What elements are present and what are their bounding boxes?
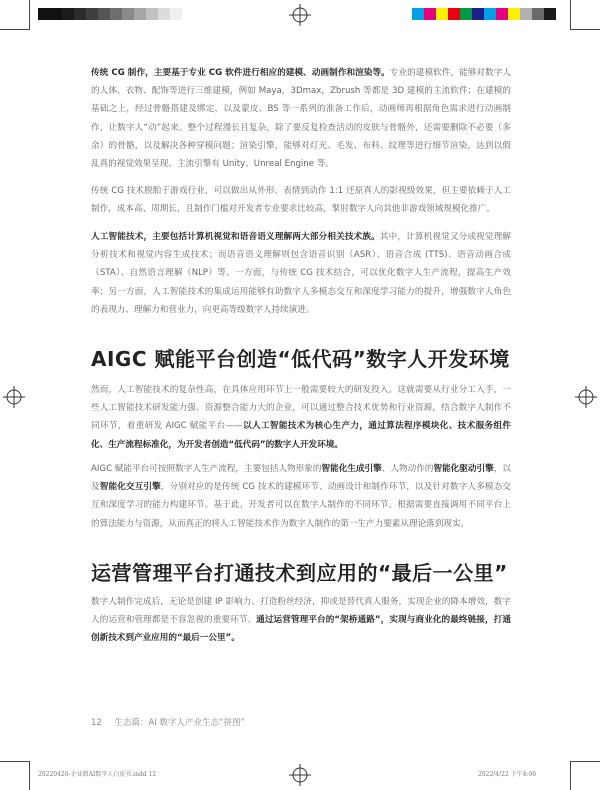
color-bar-left bbox=[38, 8, 182, 20]
crop-mark bbox=[29, 0, 30, 30]
color-swatch bbox=[496, 8, 508, 20]
color-swatch bbox=[170, 8, 182, 20]
paragraph-cg-production bbox=[91, 64, 511, 173]
color-bar-right bbox=[412, 8, 556, 20]
bold-text: 传统 CG 制作，主要基于专业 CG 软件进行相应的建模、动画制作和渲染等。 bbox=[91, 68, 390, 78]
color-swatch bbox=[62, 8, 74, 20]
bold-text: 智能化生成引擎 bbox=[321, 464, 382, 474]
body-text: AIGC 赋能平台可按照数字人生产流程，主要包括人物形象的 bbox=[91, 464, 322, 474]
color-swatch bbox=[520, 8, 532, 20]
color-swatch bbox=[74, 8, 86, 20]
color-swatch bbox=[484, 8, 496, 20]
color-swatch bbox=[460, 8, 472, 20]
heading-operations-platform: 运营管理平台打通技术到应用的“最后一公里” bbox=[91, 561, 508, 585]
registration-mark-icon bbox=[575, 386, 597, 408]
bold-text: 智能化交互引擎 bbox=[99, 482, 161, 493]
color-swatch bbox=[472, 8, 484, 20]
paragraph-ai-technology bbox=[91, 228, 511, 319]
color-swatch bbox=[134, 8, 146, 20]
paragraph-cg-limitations bbox=[91, 182, 511, 218]
body-text: 其中，计算机视觉又分成视觉理解分析技术和视觉内容生成技术；而语音语义理解则包含语音识别（ASR）、语音合成 (TTS)、语音动画合成（STA）、自然语言理解（NLP）等。一方面，与传统 CG 技术结合，可以优化数字人生产流程，提高生产效率；另一方面，人工智能技术的集成运用能够有助数字人多模态交互和深度学习能力的提升，增强数字人角色的表现力、理解力和营业力，向更高等级数字人持续演进。 bbox=[91, 232, 511, 315]
crop-mark bbox=[0, 761, 30, 762]
paragraph-aigc-engines bbox=[91, 460, 511, 533]
color-swatch bbox=[158, 8, 170, 20]
registration-mark-icon bbox=[289, 764, 311, 786]
body-text: ，以及 bbox=[91, 464, 511, 493]
color-swatch bbox=[122, 8, 134, 20]
bold-text: 通过运营管理平台的“架桥通路”，实现与商业化的最终链接，打通创新技术到产业应用的“最后一公里”。 bbox=[91, 615, 511, 644]
footer-title: 生态篇：AI 数字人产业生态“拼图” bbox=[114, 718, 245, 728]
body-text: 传统 CG 技术脱胎于游戏行业，可以做出从外形、表情到动作 1:1 还原真人的影视级效果，但主要依赖于人工制作，成本高、周期长，且制作门槛对开发者专业要求比较高，掣肘数字人向其他非游戏领域规模化推广。 bbox=[91, 186, 511, 215]
color-swatch bbox=[448, 8, 460, 20]
crop-mark bbox=[570, 761, 600, 762]
page-footer bbox=[91, 716, 245, 728]
crop-mark bbox=[570, 0, 571, 30]
page-number: 12 bbox=[91, 718, 102, 728]
crop-mark bbox=[29, 761, 30, 790]
slug-filename: 20220420-企业微AI数字人白皮书.indd 12 bbox=[38, 771, 157, 778]
color-swatch bbox=[508, 8, 520, 20]
body-text: ，分别对应的是传统 CG 技术的建模环节、动画设计和制作环节，以及针对数字人多模态交互和深度学习的能力构建环节。基于此，开发者可以在数字人制作的不同环节，根据需要直接调用不同平台上的算法能力与资源，从而真正的将人工智能技术作为数字人制作的第一生产力要素从理论落到现实。 bbox=[91, 482, 511, 529]
color-swatch bbox=[412, 8, 424, 20]
slug-date: 2022/4/22 下午4:06 bbox=[478, 771, 537, 778]
registration-mark-icon bbox=[289, 4, 311, 26]
registration-mark-icon bbox=[3, 386, 25, 408]
color-swatch bbox=[98, 8, 110, 20]
paragraph-operations bbox=[91, 593, 511, 648]
color-swatch bbox=[146, 8, 158, 20]
color-swatch bbox=[424, 8, 436, 20]
color-swatch bbox=[544, 8, 556, 20]
heading-aigc-platform: AIGC 赋能平台创造“低代码”数字人开发环境 bbox=[91, 347, 510, 371]
body-text: 、人物动作的 bbox=[381, 464, 434, 474]
crop-mark bbox=[0, 29, 30, 30]
paragraph-aigc-intro bbox=[91, 381, 511, 454]
color-swatch bbox=[110, 8, 122, 20]
crop-mark bbox=[570, 29, 600, 30]
color-swatch bbox=[86, 8, 98, 20]
body-text: 数字人制作完成后，无论是创建 IP 影响力、打造粉丝经济，抑或是替代真人服务，实现企业的降本增效，数字人的运营和管理都是不容忽视的重要环节。 bbox=[91, 597, 511, 626]
crop-mark bbox=[570, 761, 571, 790]
body-text: 然而，人工智能技术的复杂性高，在具体应用环节上一般需要较大的研发投入。这就需要从行业分工入手，一些人工智能技术研发能力强、资源整合能力大的企业，可以通过整合技术优势和行业资源，结合数字人制作不同环节，着重研发 AIGC 赋能平台—— bbox=[91, 385, 511, 432]
color-swatch bbox=[38, 8, 50, 20]
color-swatch bbox=[532, 8, 544, 20]
color-swatch bbox=[50, 8, 62, 20]
body-text: 专业的建模软件，能够对数字人的人体、衣物、配饰等进行三维建模，例如 Maya，3Dmax，Zbrush 等都是 3D 建模的主流软件；在建模的基础之上，经过骨骼搭建及绑定，以及蒙皮、BS 等一系列的准备工作后，动画师再根据角色需求进行动画制作，让数字人“动”起来。整个过程漫长且复杂，除了要反复检查活动的皮肤与骨骼外，还需要删除不必要（多余）的骨骼，以及解决各种穿模问题；渲染引擎，能够对灯光、毛发、布料、纹理等进行细节渲染，达到以假乱真的视觉效果呈现。主流引擎有 Unity、Unreal Engine 等。 bbox=[91, 68, 511, 170]
bold-text: 智能化驱动引擎 bbox=[433, 464, 494, 474]
bold-text: 以人工智能技术为核心生产力，通过算法程序模块化、技术服务组件化、生产流程标准化，为开发者创造“低代码”的数字人开发环境。 bbox=[91, 421, 511, 450]
color-swatch bbox=[436, 8, 448, 20]
bold-text: 人工智能技术，主要包括计算机视觉和语音语义理解两大部分相关技术族。 bbox=[91, 232, 380, 242]
